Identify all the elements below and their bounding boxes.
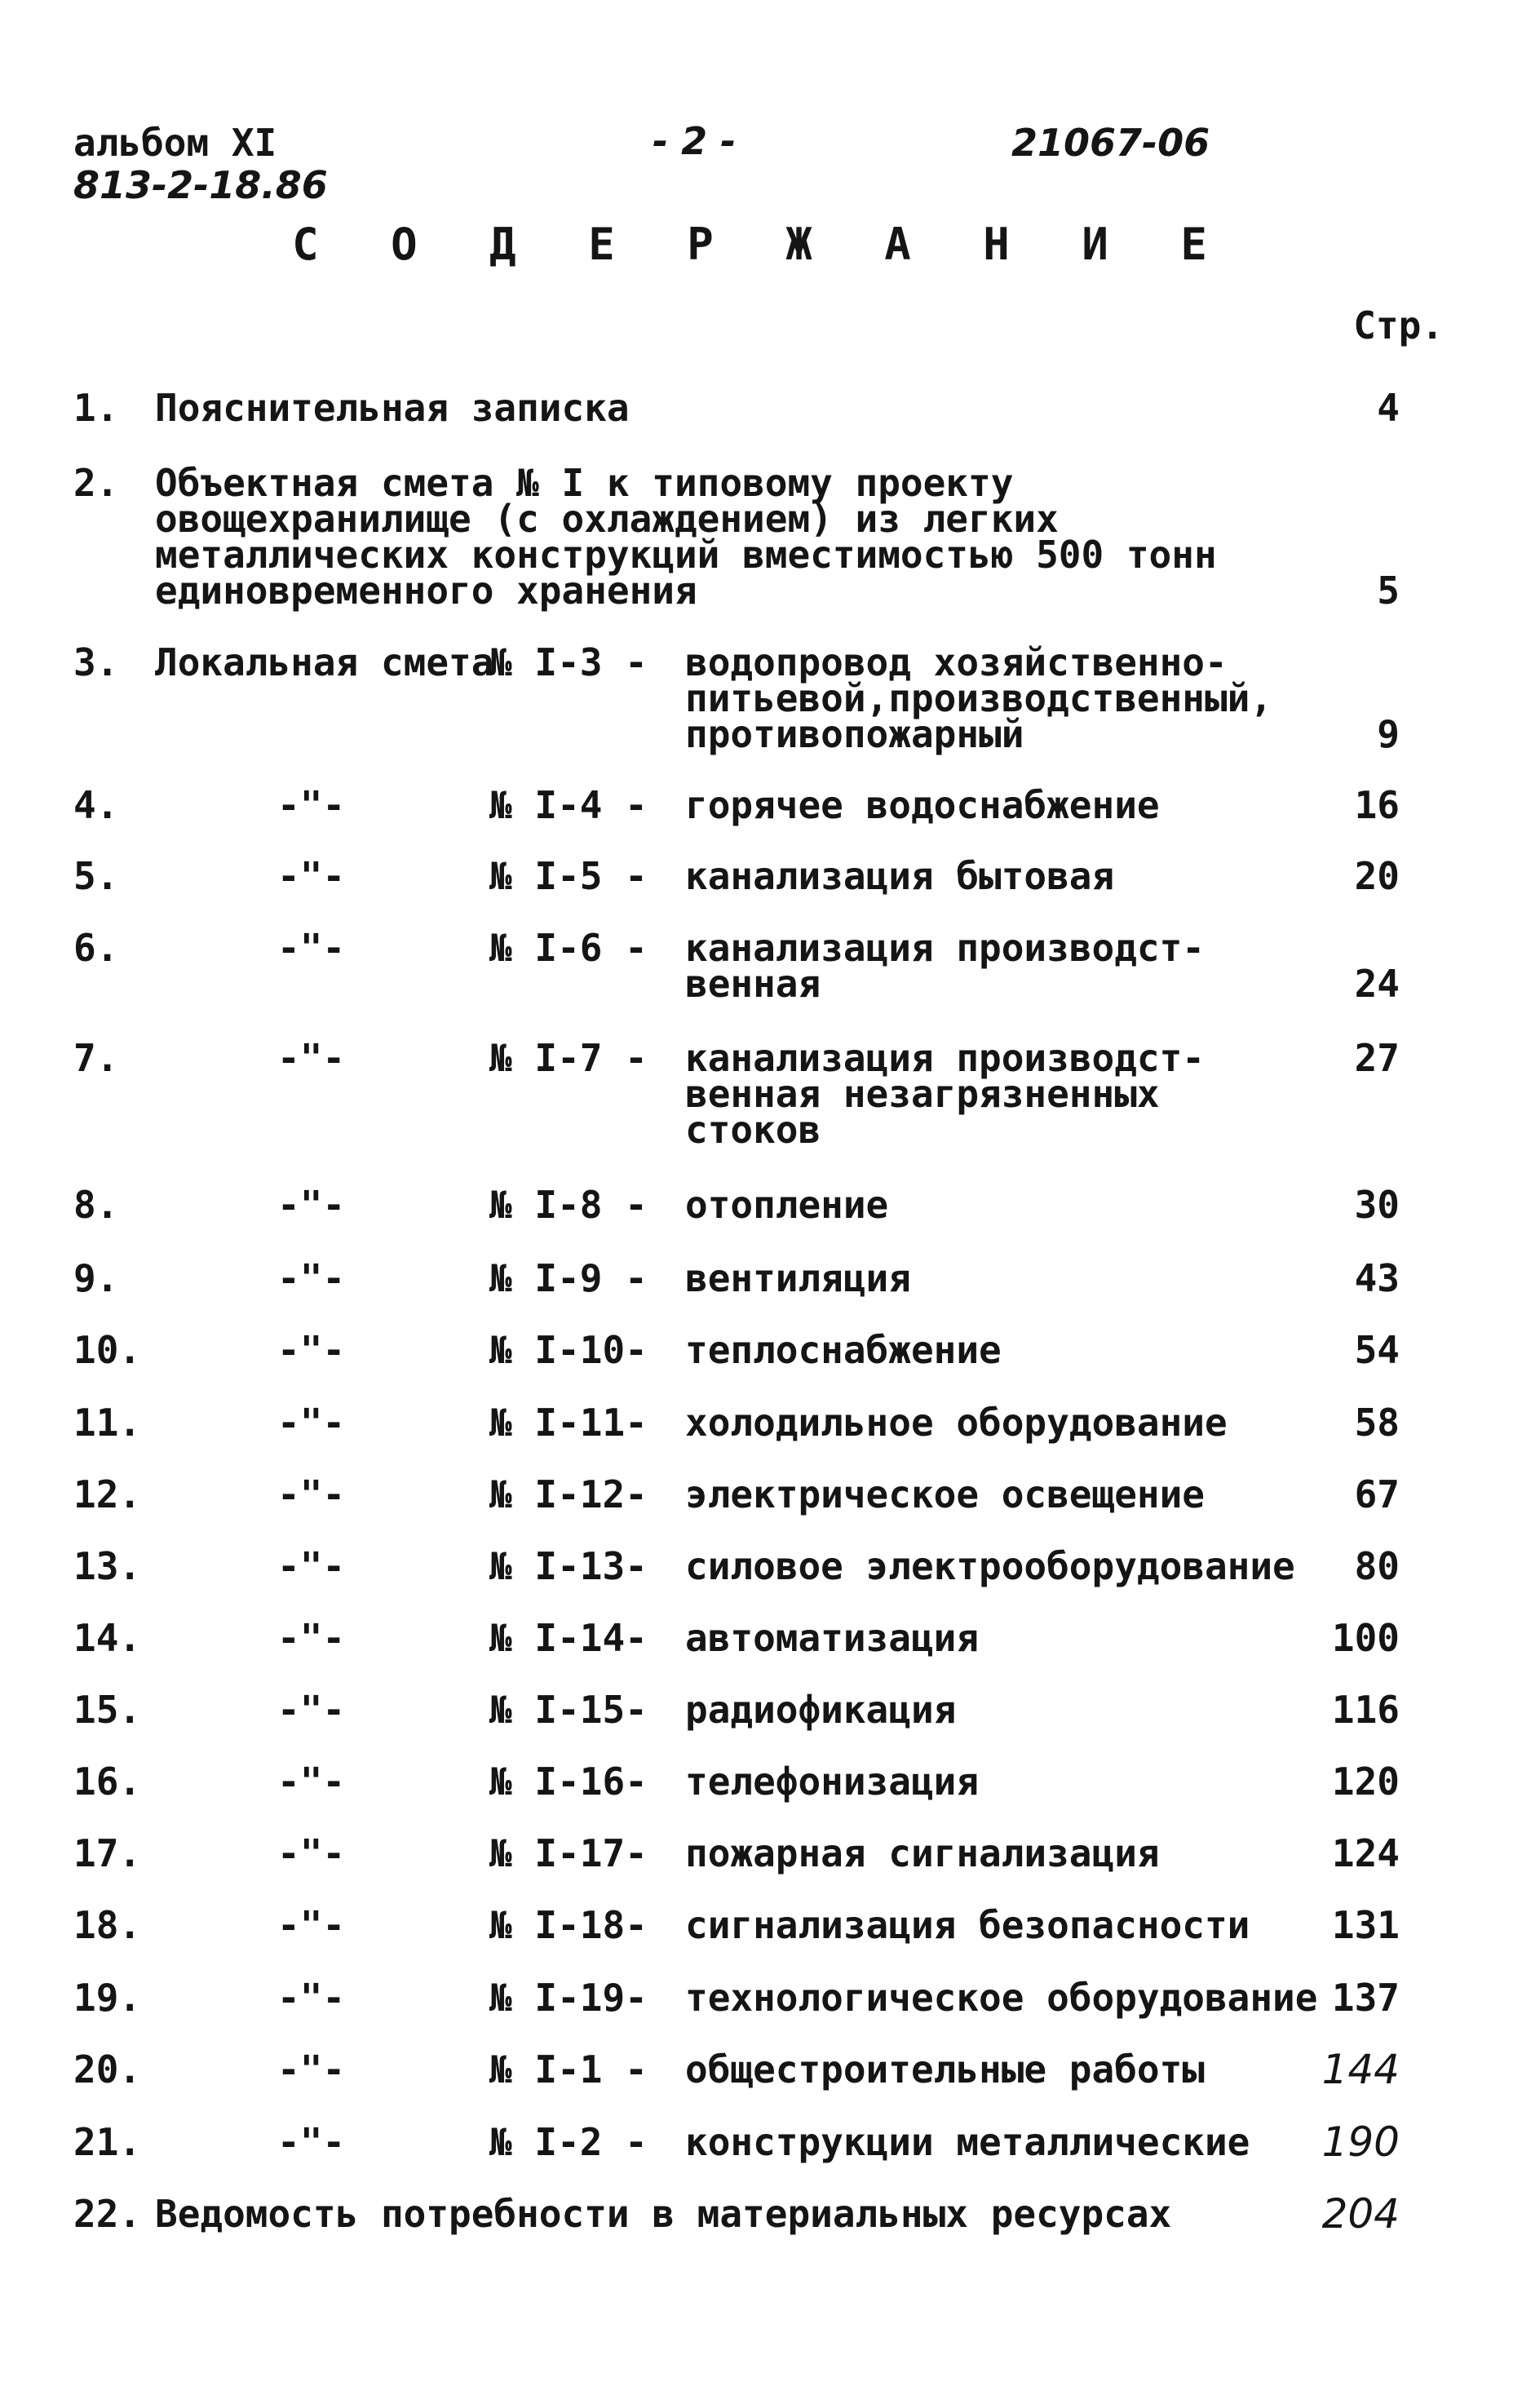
ditto-mark: -"- [277, 1183, 346, 1227]
description-line: Пояснительная записка [155, 386, 630, 430]
estimate-code: № I-14- [489, 1616, 648, 1660]
estimate-code: № I-4 - [489, 783, 648, 827]
entry-description [685, 1256, 911, 1300]
page-ref: 27 [1354, 1036, 1400, 1080]
description-line: холодильное оборудование [685, 1401, 1228, 1445]
estimate-code: № I-11- [489, 1401, 648, 1445]
page-column-label: Стр. [1353, 303, 1444, 347]
estimate-code: № I-6 - [489, 926, 648, 970]
description-line: стоков [685, 1108, 821, 1152]
description-line: канализация производст- [685, 926, 1205, 970]
entry-description [685, 640, 1273, 756]
page-ref: 80 [1354, 1544, 1400, 1588]
page-ref: 116 [1331, 1688, 1400, 1732]
estimate-code: № I-10- [489, 1328, 648, 1372]
entry-description [155, 386, 630, 430]
description-line: электрическое освещение [685, 1472, 1205, 1516]
page-ref: 120 [1331, 1760, 1400, 1804]
estimate-code: № I-9 - [489, 1256, 648, 1300]
entry-description [685, 1544, 1295, 1588]
page-ref: 9 [1377, 712, 1400, 756]
page-ref: 131 [1331, 1903, 1400, 1947]
description-line: радиофикация [685, 1688, 957, 1732]
entry-number: 9. [73, 1256, 119, 1300]
entry-number: 6. [73, 926, 119, 970]
entry-number: 14. [73, 1616, 142, 1660]
ditto-mark: -"- [277, 1976, 346, 2020]
ditto-mark: -"- [277, 2047, 346, 2092]
estimate-code: № I-15- [489, 1688, 648, 1732]
description-line: Объектная смета № I к типовому проекту [155, 461, 1014, 505]
description-line: сигнализация безопасности [685, 1903, 1250, 1947]
entry-number: 12. [73, 1472, 142, 1516]
entry-number: 13. [73, 1544, 142, 1588]
entry-description [685, 1976, 1318, 2020]
page-ref: 24 [1354, 962, 1400, 1006]
entry-number: 5. [73, 854, 119, 898]
entry-description [155, 461, 1217, 613]
page-ref: 4 [1377, 386, 1400, 430]
ditto-mark: -"- [277, 926, 346, 970]
page-ref: 144 [1321, 2046, 1400, 2093]
ditto-mark: -"- [277, 1831, 346, 1875]
entry-description [685, 1831, 1160, 1875]
page-ref: 100 [1331, 1616, 1400, 1660]
page-ref: 137 [1331, 1976, 1400, 2020]
estimate-code: № I-16- [489, 1760, 648, 1804]
estimate-code: № I-2 - [489, 2120, 648, 2164]
ditto-mark: -"- [277, 1401, 346, 1445]
description-line: единовременного хранения [155, 569, 697, 613]
entry-description [685, 1183, 889, 1227]
ditto-mark: -"- [277, 854, 346, 898]
entry-description [685, 1036, 1205, 1152]
description-line: горячее водоснабжение [685, 783, 1160, 827]
entry-number: 11. [73, 1401, 142, 1445]
description-line: автоматизация [685, 1616, 980, 1660]
description-line: овощехранилище (с охлаждением) из легких [155, 497, 1059, 541]
entry-description [685, 1472, 1205, 1516]
entry-number: 4. [73, 783, 119, 827]
description-line: теплоснабжение [685, 1328, 1002, 1372]
page-ref: 54 [1354, 1328, 1400, 1372]
estimate-code: № I-17- [489, 1831, 648, 1875]
entry-number: 1. [73, 386, 119, 430]
entry-description [685, 783, 1160, 827]
description-line: конструкции металлические [685, 2120, 1250, 2164]
entry-description [685, 926, 1205, 1006]
description-line: пожарная сигнализация [685, 1831, 1160, 1875]
entry-description [685, 1328, 1002, 1372]
description-line: противопожарный [685, 712, 1024, 756]
entry-description [155, 2192, 1172, 2236]
ditto-mark: -"- [277, 1328, 346, 1372]
entry-description [685, 854, 1115, 898]
ditto-mark: -"- [277, 1544, 346, 1588]
entry-number: 18. [73, 1903, 142, 1947]
description-line: канализация бытовая [685, 854, 1115, 898]
ditto-mark: -"- [277, 1472, 346, 1516]
page-ref: 124 [1331, 1831, 1400, 1875]
estimate-code: № I-12- [489, 1472, 648, 1516]
entry-description [685, 1903, 1250, 1947]
ditto-mark: -"- [277, 783, 346, 827]
description-line: общестроительные работы [685, 2047, 1205, 2092]
page-title: С О Д Е Р Ж А Н И Е [292, 219, 1230, 270]
entry-number: 8. [73, 1183, 119, 1227]
entry-number: 19. [73, 1976, 142, 2020]
entry-number: 22. [73, 2192, 142, 2236]
description-line: венная незагрязненных [685, 1072, 1160, 1116]
document-number: 21067-06 [1011, 121, 1210, 165]
description-line: канализация производст- [685, 1036, 1205, 1080]
description-line: водопровод хозяйственно- [685, 640, 1228, 684]
ditto-mark: -"- [277, 1760, 346, 1804]
estimate-code: № I-18- [489, 1903, 648, 1947]
description-line: телефонизация [685, 1760, 980, 1804]
description-line: венная [685, 962, 821, 1006]
description-line: металлических конструкций вместимостью 500 тонн [155, 533, 1217, 577]
ditto-mark: -"- [277, 2120, 346, 2164]
entry-description [685, 1401, 1228, 1445]
entry-prefix: Локальная смета [155, 640, 494, 684]
entry-number: 3. [73, 640, 119, 684]
ditto-mark: -"- [277, 1036, 346, 1080]
entry-description [685, 2047, 1205, 2092]
description-line: питьевой,производственный, [685, 676, 1273, 720]
entry-description [685, 1688, 957, 1732]
page-ref: 30 [1354, 1183, 1400, 1227]
entry-number: 7. [73, 1036, 119, 1080]
page-ref: 190 [1321, 2118, 1400, 2166]
page-ref: 204 [1321, 2190, 1400, 2238]
ditto-mark: -"- [277, 1616, 346, 1660]
page-ref: 43 [1354, 1256, 1400, 1300]
estimate-code: № I-1 - [489, 2047, 648, 2092]
entry-number: 20. [73, 2047, 142, 2092]
description-line: вентиляция [685, 1256, 911, 1300]
description-line: силовое электрооборудование [685, 1544, 1295, 1588]
estimate-code: № I-3 - [489, 640, 648, 684]
entry-description [685, 1616, 980, 1660]
estimate-code: № I-5 - [489, 854, 648, 898]
project-code: 813-2-18.86 [73, 163, 328, 207]
page-ref: 20 [1354, 854, 1400, 898]
entry-number: 16. [73, 1760, 142, 1804]
page-ref: 5 [1377, 569, 1400, 613]
estimate-code: № I-7 - [489, 1036, 648, 1080]
ditto-mark: -"- [277, 1903, 346, 1947]
entry-number: 2. [73, 461, 119, 505]
page-ref: 67 [1354, 1472, 1400, 1516]
entry-number: 10. [73, 1328, 142, 1372]
ditto-mark: -"- [277, 1688, 346, 1732]
description-line: отопление [685, 1183, 889, 1227]
page-ref: 58 [1354, 1401, 1400, 1445]
entry-number: 17. [73, 1831, 142, 1875]
entry-description [685, 2120, 1250, 2164]
estimate-code: № I-8 - [489, 1183, 648, 1227]
album-label: альбом ХI [73, 121, 277, 165]
estimate-code: № I-19- [489, 1976, 648, 2020]
estimate-code: № I-13- [489, 1544, 648, 1588]
page-number: - 2 - [653, 119, 737, 163]
entry-number: 15. [73, 1688, 142, 1732]
ditto-mark: -"- [277, 1256, 346, 1300]
page-ref: 16 [1354, 783, 1400, 827]
description-line: технологическое оборудование [685, 1976, 1318, 2020]
description-line: Ведомость потребности в материальных ресурсах [155, 2192, 1172, 2236]
entry-number: 21. [73, 2120, 142, 2164]
entry-description [685, 1760, 980, 1804]
